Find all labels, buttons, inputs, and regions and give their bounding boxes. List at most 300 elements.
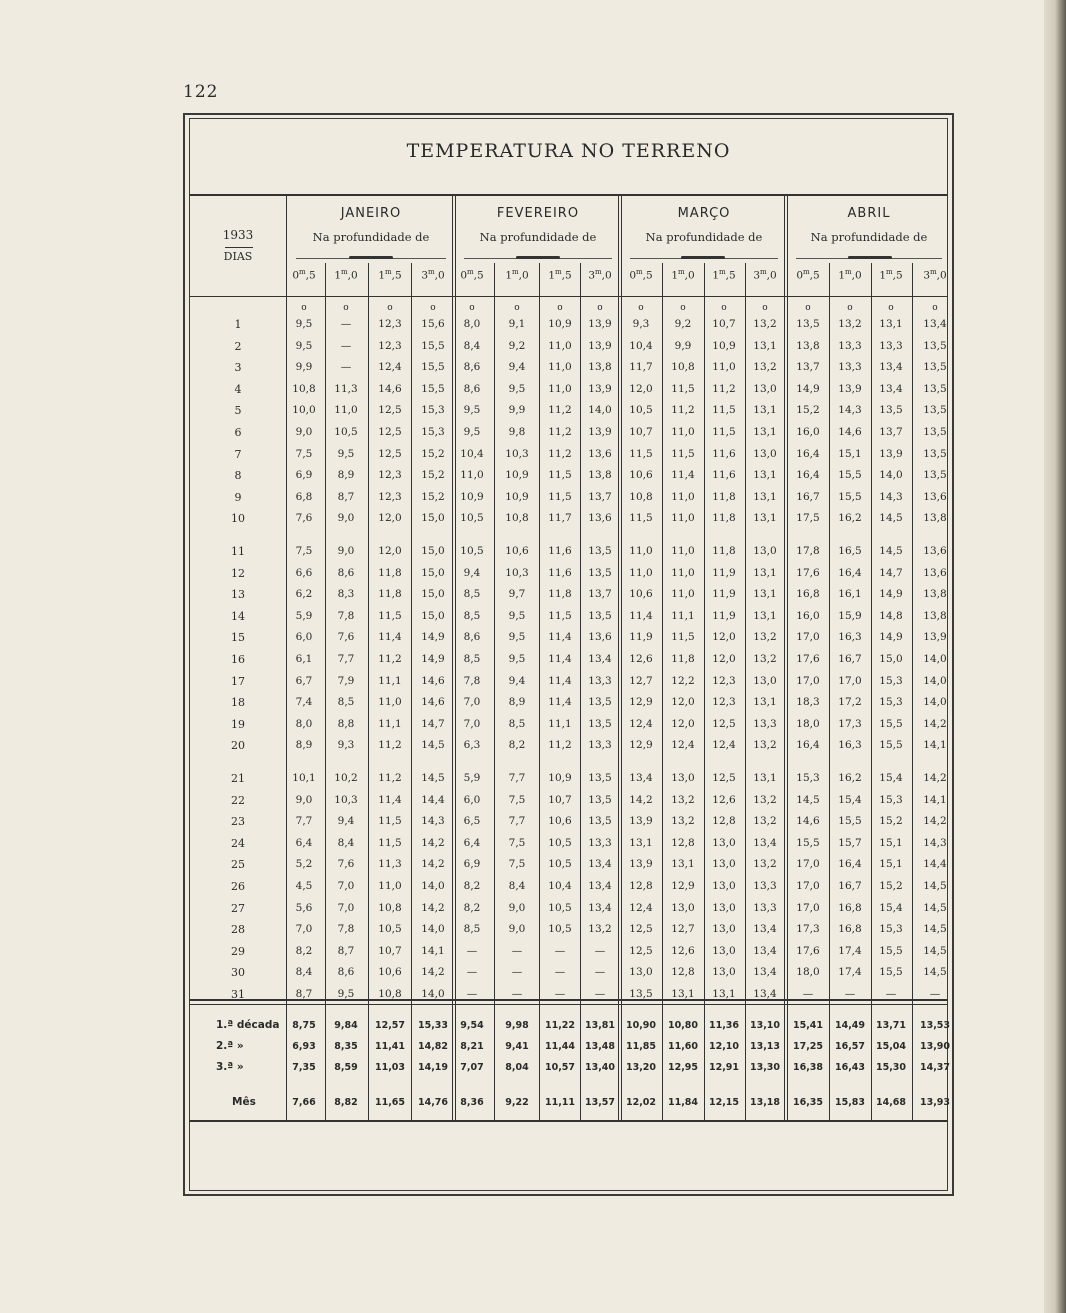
- table-cell: 13,9: [588, 318, 612, 330]
- depth-column-header: 0$^m$,5: [292, 268, 316, 282]
- table-cell: 8,5: [463, 653, 481, 665]
- summary-cell: 13,18: [749, 1097, 781, 1108]
- day-number: 28: [231, 923, 245, 937]
- table-cell: 17,0: [796, 858, 820, 871]
- summary-cell: 9,98: [505, 1020, 529, 1031]
- table-cell: 9,8: [508, 426, 526, 438]
- table-cell: 12,4: [671, 739, 695, 752]
- table-cell: 13,9: [629, 815, 653, 828]
- table-cell: 14,5: [879, 545, 903, 557]
- table-cell: 9,5: [337, 447, 355, 460]
- table-cell: 13,4: [753, 836, 777, 849]
- depth-brace-center: [681, 256, 725, 259]
- table-cell: 13,3: [753, 880, 777, 892]
- table-cell: 12,0: [378, 545, 402, 557]
- table-cell: 13,8: [923, 609, 947, 622]
- table-cell: 12,0: [629, 382, 653, 395]
- table-cell: 18,0: [796, 966, 820, 979]
- table-cell: 11,7: [629, 361, 653, 374]
- table-cell: 7,9: [337, 674, 355, 687]
- table-cell: 9,7: [508, 588, 526, 601]
- table-cell: 9,5: [295, 318, 313, 330]
- table-cell: 12,0: [712, 631, 736, 644]
- summary-cell: 7,66: [292, 1097, 316, 1108]
- table-cell: 10,9: [505, 490, 529, 503]
- table-cell: 17,2: [838, 696, 862, 709]
- table-cell: 13,0: [629, 966, 653, 979]
- degree-mark: o: [888, 303, 894, 313]
- table-cell: 13,9: [588, 382, 612, 395]
- table-cell: 14,4: [421, 793, 445, 806]
- table-cell: 9,5: [508, 382, 526, 395]
- table-cell: 10,7: [548, 793, 572, 806]
- table-cell: 12,0: [671, 717, 695, 730]
- table-cell: 14,5: [923, 923, 947, 936]
- summary-cell: 9,84: [334, 1020, 358, 1031]
- table-cell: 13,4: [629, 772, 653, 784]
- table-cell: 11,5: [629, 512, 653, 525]
- table-cell: 9,5: [463, 426, 481, 438]
- table-cell: 15,3: [879, 793, 903, 806]
- table-cell: 7,0: [463, 717, 481, 730]
- table-cell: 11,4: [378, 631, 402, 644]
- table-cell: 7,7: [508, 772, 526, 784]
- table-cell: 7,0: [295, 923, 313, 936]
- table-cell: 8,5: [463, 588, 481, 601]
- table-cell: 13,5: [923, 426, 947, 438]
- table-cell: 13,3: [838, 339, 862, 352]
- table-cell: 7,5: [295, 545, 313, 557]
- day-number: 21: [231, 772, 245, 785]
- table-cell: 11,0: [334, 404, 358, 417]
- table-cell: 11,6: [548, 545, 572, 557]
- table-cell: 10,3: [334, 793, 358, 806]
- table-cell: 12,5: [378, 447, 402, 460]
- table-cell: 14,2: [421, 966, 445, 979]
- summary-cell: 10,57: [544, 1062, 576, 1073]
- table-cell: 13,4: [588, 880, 612, 892]
- table-cell: 8,4: [337, 836, 355, 849]
- table-cell: 13,5: [923, 382, 947, 395]
- summary-cell: 13,71: [875, 1020, 907, 1031]
- table-cell: 13,2: [753, 815, 777, 828]
- table-cell: 9,0: [337, 545, 355, 557]
- table-cell: 10,4: [460, 447, 484, 460]
- table-cell: 8,8: [337, 717, 355, 730]
- table-cell: 17,0: [796, 880, 820, 892]
- table-cell: 13,1: [753, 426, 777, 438]
- table-cell: 9,4: [508, 674, 526, 687]
- table-cell: —: [466, 944, 478, 957]
- table-cell: 11,4: [548, 631, 572, 644]
- summary-cell: 12,57: [374, 1020, 406, 1031]
- table-cell: 16,1: [838, 588, 862, 601]
- table-cell: 7,6: [337, 858, 355, 871]
- degree-mark: o: [847, 303, 853, 313]
- table-cell: 13,4: [588, 858, 612, 871]
- table-cell: 13,0: [712, 880, 736, 892]
- table-cell: 12,5: [712, 772, 736, 784]
- depth-label: Na profundidade de: [645, 230, 763, 244]
- month-header: ABRIL: [847, 206, 891, 221]
- summary-cell: 11,44: [544, 1041, 576, 1052]
- table-cell: 8,3: [337, 588, 355, 601]
- month-header: FEVEREIRO: [496, 206, 580, 221]
- table-cell: 11,4: [671, 469, 695, 482]
- table-cell: 10,9: [505, 469, 529, 482]
- summary-cell: 13,48: [584, 1041, 616, 1052]
- table-cell: 15,4: [879, 901, 903, 914]
- day-number: 3: [234, 361, 242, 375]
- depth-brace-center: [349, 256, 393, 259]
- table-cell: 10,1: [292, 772, 316, 784]
- table-cell: 11,2: [712, 382, 736, 395]
- table-cell: 16,8: [838, 901, 862, 914]
- table-cell: 11,3: [378, 858, 402, 871]
- table-cell: 9,9: [295, 361, 313, 374]
- table-cell: 9,3: [632, 318, 650, 330]
- summary-cell: 14,82: [417, 1041, 449, 1052]
- table-cell: 10,9: [712, 339, 736, 352]
- table-cell: 15,5: [879, 717, 903, 730]
- table-cell: 11,0: [460, 469, 484, 482]
- table-cell: 14,3: [421, 815, 445, 828]
- day-number: 6: [234, 426, 242, 439]
- table-cell: 10,0: [292, 404, 316, 417]
- depth-column-header: 1$^m$,5: [879, 268, 903, 282]
- summary-cell: 12,02: [625, 1097, 657, 1108]
- table-cell: 14,2: [421, 901, 445, 914]
- table-cell: 14,3: [838, 404, 862, 417]
- table-cell: 10,9: [548, 318, 572, 330]
- summary-top-rule-2: [189, 1004, 948, 1005]
- table-cell: 13,0: [671, 901, 695, 914]
- table-cell: 11,0: [629, 545, 653, 557]
- table-title: TEMPERATURA NO TERRENO: [406, 140, 731, 162]
- table-cell: 17,0: [838, 674, 862, 687]
- table-cell: 13,9: [629, 858, 653, 871]
- table-cell: 10,7: [712, 318, 736, 330]
- table-cell: 11,8: [548, 588, 572, 601]
- degree-mark: o: [597, 303, 603, 313]
- table-cell: 11,9: [629, 631, 653, 644]
- summary-cell: 11,22: [544, 1020, 576, 1031]
- table-cell: 15,5: [421, 339, 445, 352]
- table-cell: 14,2: [923, 815, 947, 828]
- table-cell: 13,2: [838, 318, 862, 330]
- table-cell: 10,5: [460, 512, 484, 525]
- table-cell: 11,5: [712, 426, 736, 438]
- table-cell: 13,4: [879, 382, 903, 395]
- table-cell: 11,4: [548, 674, 572, 687]
- table-cell: 12,3: [378, 469, 402, 482]
- table-cell: 15,5: [879, 944, 903, 957]
- summary-cell: 11,03: [374, 1062, 406, 1073]
- table-cell: 17,0: [796, 631, 820, 644]
- table-cell: 14,6: [378, 382, 402, 395]
- table-cell: 11,0: [378, 696, 402, 709]
- table-cell: 13,2: [753, 858, 777, 871]
- table-cell: 15,0: [421, 588, 445, 601]
- depth-column-header: 3$^m$,0: [753, 268, 777, 282]
- header-bottom-rule: [189, 296, 948, 297]
- table-cell: 16,7: [838, 653, 862, 665]
- table-cell: 14,0: [879, 469, 903, 482]
- degree-mark: o: [430, 303, 436, 313]
- table-cell: 14,0: [923, 653, 947, 665]
- summary-cell: 9,54: [460, 1020, 484, 1031]
- table-cell: 6,7: [295, 674, 313, 687]
- table-cell: 11,9: [712, 609, 736, 622]
- year-label: 1933: [222, 228, 254, 242]
- summary-cell: 13,13: [749, 1041, 781, 1052]
- table-cell: 11,0: [671, 512, 695, 525]
- summary-cell: 8,59: [334, 1062, 358, 1073]
- table-cell: 13,8: [796, 339, 820, 352]
- table-cell: 8,0: [463, 318, 481, 330]
- month-header: MARÇO: [677, 206, 731, 221]
- table-cell: 10,9: [460, 490, 484, 503]
- table-cell: 13,4: [588, 901, 612, 914]
- day-number: 13: [231, 588, 245, 602]
- table-cell: 13,4: [753, 944, 777, 957]
- table-cell: 6,6: [295, 566, 313, 579]
- table-cell: 12,4: [629, 901, 653, 914]
- table-cell: 13,1: [753, 609, 777, 622]
- summary-cell: 9,22: [505, 1097, 529, 1108]
- days-label-rule: [225, 247, 253, 248]
- table-cell: 6,0: [463, 793, 481, 806]
- table-cell: 14,5: [421, 739, 445, 752]
- table-cell: 14,6: [421, 674, 445, 687]
- table-cell: —: [554, 944, 566, 957]
- table-cell: 9,2: [674, 318, 692, 330]
- table-cell: 13,6: [923, 566, 947, 579]
- table-cell: 14,6: [796, 815, 820, 828]
- table-cell: 16,4: [838, 566, 862, 579]
- summary-cell: 10,80: [667, 1020, 699, 1031]
- summary-cell: 12,95: [667, 1062, 699, 1073]
- depth-column-header: 0$^m$,5: [796, 268, 820, 282]
- table-cell: 5,9: [463, 772, 481, 784]
- degree-mark: o: [932, 303, 938, 313]
- table-cell: 17,6: [796, 566, 820, 579]
- summary-cell: 11,41: [374, 1041, 406, 1052]
- table-cell: —: [466, 966, 478, 979]
- table-cell: —: [802, 988, 814, 1000]
- table-cell: 13,9: [879, 447, 903, 460]
- table-cell: 14,5: [923, 901, 947, 914]
- table-cell: 13,7: [796, 361, 820, 374]
- summary-cell: 8,82: [334, 1097, 358, 1108]
- table-cell: 10,6: [378, 966, 402, 979]
- table-cell: 10,8: [292, 382, 316, 395]
- table-cell: 7,5: [508, 836, 526, 849]
- table-cell: 10,8: [629, 490, 653, 503]
- summary-cell: 15,30: [875, 1062, 907, 1073]
- table-cell: 12,8: [712, 815, 736, 828]
- table-cell: 16,5: [838, 545, 862, 557]
- table-cell: 15,3: [421, 426, 445, 438]
- summary-cell: 11,84: [667, 1097, 699, 1108]
- summary-cell: 11,65: [374, 1097, 406, 1108]
- table-cell: 16,8: [796, 588, 820, 601]
- day-number: 16: [231, 653, 245, 666]
- table-cell: 9,9: [674, 339, 692, 352]
- table-cell: 13,5: [923, 469, 947, 482]
- table-cell: 12,5: [629, 944, 653, 957]
- table-cell: 10,6: [548, 815, 572, 828]
- table-cell: 15,5: [838, 469, 862, 482]
- summary-cell: 14,76: [417, 1097, 449, 1108]
- table-cell: 10,8: [671, 361, 695, 374]
- table-cell: 12,3: [712, 696, 736, 709]
- summary-cell: 13,81: [584, 1020, 616, 1031]
- table-cell: 14,8: [879, 609, 903, 622]
- table-cell: 7,6: [295, 512, 313, 525]
- table-cell: 13,5: [588, 772, 612, 784]
- table-cell: 10,3: [505, 447, 529, 460]
- depth-label: Na profundidade de: [479, 230, 597, 244]
- table-cell: 8,4: [508, 880, 526, 892]
- table-cell: 9,0: [508, 901, 526, 914]
- table-cell: 15,9: [838, 609, 862, 622]
- table-cell: 13,0: [753, 545, 777, 557]
- table-cell: 10,5: [548, 901, 572, 914]
- table-cell: 13,8: [588, 361, 612, 374]
- table-cell: —: [340, 339, 352, 352]
- table-cell: 13,2: [753, 318, 777, 330]
- table-cell: 11,0: [712, 361, 736, 374]
- table-cell: 14,3: [923, 836, 947, 849]
- depth-column-header: 0$^m$,5: [460, 268, 484, 282]
- depth-column-header: 1$^m$,5: [548, 268, 572, 282]
- unit-superscript: m: [428, 268, 435, 276]
- table-cell: 16,0: [796, 426, 820, 438]
- table-cell: 12,4: [378, 361, 402, 374]
- table-cell: 14,5: [923, 880, 947, 892]
- table-cell: 8,5: [508, 717, 526, 730]
- table-cell: 15,0: [421, 545, 445, 557]
- table-cell: 10,7: [378, 944, 402, 957]
- table-cell: 9,5: [295, 339, 313, 352]
- summary-cell: 13,30: [749, 1062, 781, 1073]
- day-number: 5: [234, 404, 242, 418]
- table-cell: 12,0: [671, 696, 695, 709]
- table-cell: —: [466, 988, 478, 1000]
- table-cell: 14,6: [421, 696, 445, 709]
- table-cell: 16,4: [796, 469, 820, 482]
- degree-mark: o: [387, 303, 393, 313]
- table-cell: 11,5: [378, 836, 402, 849]
- unit-superscript: m: [299, 268, 306, 276]
- summary-cell: 7,07: [460, 1062, 484, 1073]
- table-cell: 13,1: [753, 404, 777, 417]
- table-cell: 13,1: [753, 588, 777, 601]
- table-cell: —: [340, 361, 352, 374]
- summary-cell: 11,60: [667, 1041, 699, 1052]
- table-cell: 11,8: [712, 512, 736, 525]
- table-cell: 16,4: [796, 739, 820, 752]
- table-cell: 11,6: [712, 447, 736, 460]
- table-cell: 11,4: [548, 696, 572, 709]
- table-cell: 7,0: [463, 696, 481, 709]
- table-cell: 14,6: [838, 426, 862, 438]
- table-cell: 13,2: [588, 923, 612, 936]
- table-cell: 9,5: [337, 988, 355, 1000]
- table-cell: 6,8: [295, 490, 313, 503]
- unit-superscript: m: [760, 268, 767, 276]
- summary-label: Mês: [232, 1096, 256, 1108]
- table-cell: 13,3: [879, 339, 903, 352]
- table-cell: 14,5: [923, 944, 947, 957]
- unit-superscript: m: [930, 268, 937, 276]
- summary-cell: 11,36: [708, 1020, 740, 1031]
- table-cell: 13,1: [671, 858, 695, 871]
- day-number: 22: [231, 793, 245, 807]
- table-cell: 13,1: [753, 696, 777, 709]
- table-cell: 17,3: [796, 923, 820, 936]
- table-cell: 8,4: [463, 339, 481, 352]
- summary-cell: 11,11: [544, 1097, 576, 1108]
- table-cell: 11,0: [671, 566, 695, 579]
- table-cell: 14,4: [923, 858, 947, 871]
- table-cell: 14,0: [421, 880, 445, 892]
- table-cell: 13,5: [588, 815, 612, 828]
- table-cell: 11,1: [378, 717, 402, 730]
- table-cell: 11,5: [378, 815, 402, 828]
- table-cell: 7,5: [508, 858, 526, 871]
- table-cell: 13,9: [588, 339, 612, 352]
- table-cell: 13,7: [879, 426, 903, 438]
- table-cell: 13,5: [629, 988, 653, 1000]
- table-cell: 12,9: [629, 696, 653, 709]
- degree-mark: o: [343, 303, 349, 313]
- table-cell: 11,4: [548, 653, 572, 665]
- degree-mark: o: [762, 303, 768, 313]
- table-cell: 15,1: [879, 858, 903, 871]
- degree-mark: o: [805, 303, 811, 313]
- table-cell: 8,9: [508, 696, 526, 709]
- table-cell: 11,0: [548, 382, 572, 395]
- unit-superscript: m: [636, 268, 643, 276]
- depth-column-header: 1$^m$,0: [671, 268, 695, 282]
- table-cell: 13,5: [588, 793, 612, 806]
- table-cell: 16,0: [796, 609, 820, 622]
- table-cell: 8,6: [463, 631, 481, 644]
- table-cell: 13,0: [712, 901, 736, 914]
- table-cell: 8,7: [337, 944, 355, 957]
- table-cell: 14,9: [796, 382, 820, 395]
- table-cell: —: [511, 966, 523, 979]
- unit-superscript: m: [512, 268, 519, 276]
- table-cell: 8,5: [337, 696, 355, 709]
- degree-mark: o: [469, 303, 475, 313]
- table-cell: 11,5: [671, 631, 695, 644]
- table-cell: 11,2: [548, 739, 572, 752]
- table-cell: 10,8: [378, 988, 402, 1000]
- table-cell: 15,5: [421, 382, 445, 395]
- table-cell: 8,6: [337, 566, 355, 579]
- table-cell: 11,2: [548, 426, 572, 438]
- table-cell: 13,5: [923, 339, 947, 352]
- table-cell: 15,0: [879, 653, 903, 665]
- table-cell: 12,7: [671, 923, 695, 936]
- table-cell: 12,0: [378, 512, 402, 525]
- depth-column-header: 1$^m$,0: [838, 268, 862, 282]
- day-number: 24: [231, 836, 245, 850]
- table-cell: 6,4: [295, 836, 313, 849]
